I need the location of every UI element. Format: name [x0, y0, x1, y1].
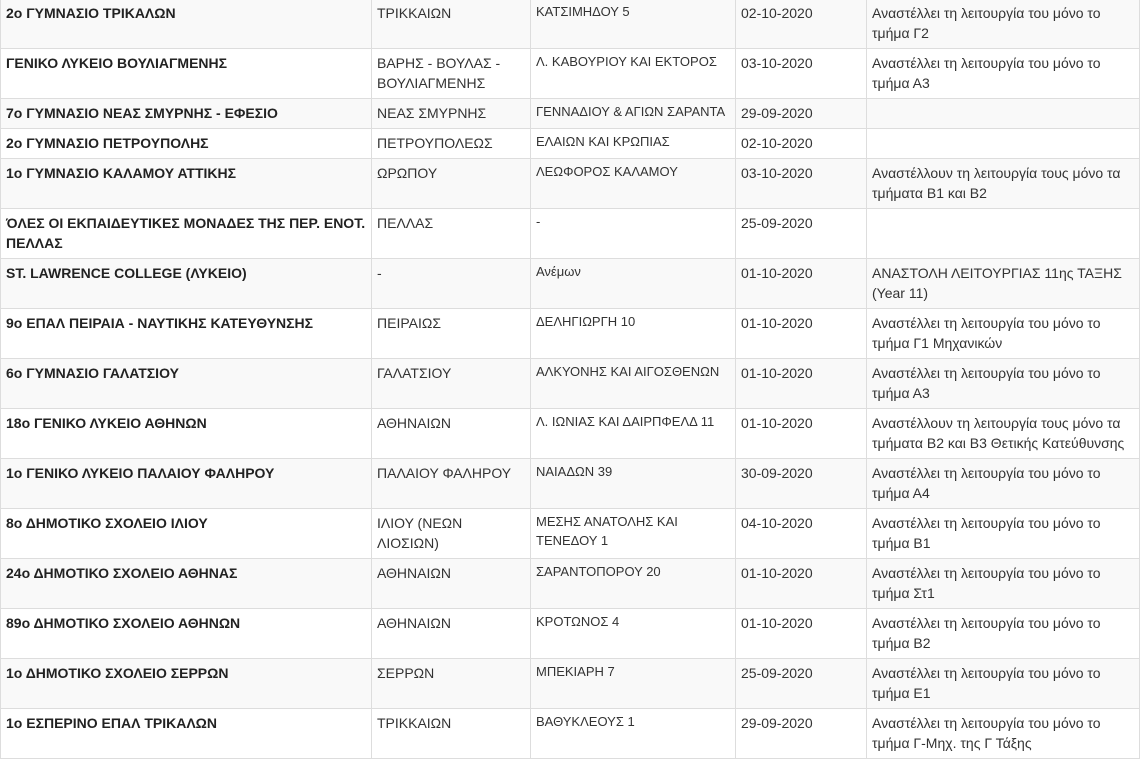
address-cell: Ανέμων: [531, 259, 736, 309]
date-cell: 04-10-2020: [736, 509, 867, 559]
date-cell: 03-10-2020: [736, 49, 867, 99]
table-row: [1, 609, 1140, 659]
note-cell: [867, 209, 1140, 259]
note-cell: Αναστέλλει τη λειτουργία του μόνο το τμήμα Στ1: [867, 559, 1140, 609]
table-row: [1, 509, 1140, 559]
table-row: [1, 309, 1140, 359]
school-name-cell: 1ο ΔΗΜΟΤΙΚΟ ΣΧΟΛΕΙΟ ΣΕΡΡΩΝ: [1, 659, 372, 709]
address-cell: -: [531, 209, 736, 259]
school-name-cell: 6ο ΓΥΜΝΑΣΙΟ ΓΑΛΑΤΣΙΟΥ: [1, 359, 372, 409]
municipality-cell: ΒΑΡΗΣ - ΒΟΥΛΑΣ - ΒΟΥΛΙΑΓΜΕΝΗΣ: [372, 49, 531, 99]
address-cell: ΣΑΡΑΝΤΟΠΟΡΟΥ 20: [531, 559, 736, 609]
municipality-cell: ΝΕΑΣ ΣΜΥΡΝΗΣ: [372, 99, 531, 129]
date-cell: 25-09-2020: [736, 659, 867, 709]
table-row: [1, 409, 1140, 459]
note-cell: Αναστέλλει τη λειτουργία του μόνο το τμήμα Ε1: [867, 659, 1140, 709]
school-name-cell: 1ο ΕΣΠΕΡΙΝΟ ΕΠΑΛ ΤΡΙΚΑΛΩΝ: [1, 709, 372, 759]
date-cell: 03-10-2020: [736, 159, 867, 209]
table-row: [1, 49, 1140, 99]
note-cell: [867, 129, 1140, 159]
date-cell: 29-09-2020: [736, 709, 867, 759]
note-cell: Αναστέλλει τη λειτουργία του μόνο το τμήμα Γ1 Μηχανικών: [867, 309, 1140, 359]
note-cell: Αναστέλλει τη λειτουργία του μόνο το τμήμα Γ-Μηχ. της Γ Τάξης: [867, 709, 1140, 759]
school-name-cell: 2ο ΓΥΜΝΑΣΙΟ ΠΕΤΡΟΥΠΟΛΗΣ: [1, 129, 372, 159]
table-row: [1, 0, 1140, 49]
municipality-cell: ΠΕΙΡΑΙΩΣ: [372, 309, 531, 359]
address-cell: ΜΕΣΗΣ ΑΝΑΤΟΛΗΣ ΚΑΙ ΤΕΝΕΔΟΥ 1: [531, 509, 736, 559]
note-cell: [867, 99, 1140, 129]
municipality-cell: ΩΡΩΠΟΥ: [372, 159, 531, 209]
table-row: [1, 559, 1140, 609]
table-row: [1, 709, 1140, 759]
note-cell: Αναστέλλει τη λειτουργία του μόνο το τμήμα Γ2: [867, 0, 1140, 49]
municipality-cell: ΤΡΙΚΚΑΙΩΝ: [372, 709, 531, 759]
school-name-cell: 18ο ΓΕΝΙΚΟ ΛΥΚΕΙΟ ΑΘΗΝΩΝ: [1, 409, 372, 459]
municipality-cell: ΠΕΤΡΟΥΠΟΛΕΩΣ: [372, 129, 531, 159]
school-name-cell: ΌΛΕΣ ΟΙ ΕΚΠΑΙΔΕΥΤΙΚΕΣ ΜΟΝΑΔΕΣ ΤΗΣ ΠΕΡ. ΕΝΟΤ. ΠΕΛΛΑΣ: [1, 209, 372, 259]
note-cell: ΑΝΑΣΤΟΛΗ ΛΕΙΤΟΥΡΓΙΑΣ 11ης ΤΑΞΗΣ (Year 11): [867, 259, 1140, 309]
note-cell: Αναστέλλουν τη λειτουργία τους μόνο τα τμήματα Β1 και Β2: [867, 159, 1140, 209]
address-cell: ΕΛΑΙΩΝ ΚΑΙ ΚΡΩΠΙΑΣ: [531, 129, 736, 159]
school-name-cell: ΓΕΝΙΚΟ ΛΥΚΕΙΟ ΒΟΥΛΙΑΓΜΕΝΗΣ: [1, 49, 372, 99]
date-cell: 01-10-2020: [736, 259, 867, 309]
date-cell: 01-10-2020: [736, 559, 867, 609]
date-cell: 01-10-2020: [736, 309, 867, 359]
school-name-cell: 89ο ΔΗΜΟΤΙΚΟ ΣΧΟΛΕΙΟ ΑΘΗΝΩΝ: [1, 609, 372, 659]
school-name-cell: 7ο ΓΥΜΝΑΣΙΟ ΝΕΑΣ ΣΜΥΡΝΗΣ - ΕΦΕΣΙΟ: [1, 99, 372, 129]
date-cell: 29-09-2020: [736, 99, 867, 129]
address-cell: ΜΠΕΚΙΑΡΗ 7: [531, 659, 736, 709]
municipality-cell: ΠΑΛΑΙΟΥ ΦΑΛΗΡΟΥ: [372, 459, 531, 509]
municipality-cell: ΑΘΗΝΑΙΩΝ: [372, 559, 531, 609]
address-cell: ΔΕΛΗΓΙΩΡΓΗ 10: [531, 309, 736, 359]
address-cell: ΒΑΘΥΚΛΕΟΥΣ 1: [531, 709, 736, 759]
address-cell: ΚΑΤΣΙΜΗΔΟΥ 5: [531, 0, 736, 49]
address-cell: ΑΛΚΥΟΝΗΣ ΚΑΙ ΑΙΓΟΣΘΕΝΩΝ: [531, 359, 736, 409]
school-name-cell: 2ο ΓΥΜΝΑΣΙΟ ΤΡΙΚΑΛΩΝ: [1, 0, 372, 49]
municipality-cell: ΣΕΡΡΩΝ: [372, 659, 531, 709]
table-row: [1, 209, 1140, 259]
municipality-cell: ΙΛΙΟΥ (ΝΕΩΝ ΛΙΟΣΙΩΝ): [372, 509, 531, 559]
note-cell: Αναστέλλει τη λειτουργία του μόνο το τμήμα Β2: [867, 609, 1140, 659]
table-row: [1, 99, 1140, 129]
table-body: [1, 0, 1140, 759]
school-name-cell: 1ο ΓΥΜΝΑΣΙΟ ΚΑΛΑΜΟΥ ΑΤΤΙΚΗΣ: [1, 159, 372, 209]
note-cell: Αναστέλλουν τη λειτουργία τους μόνο τα τμήματα Β2 και Β3 Θετικής Κατεύθυνσης: [867, 409, 1140, 459]
table-row: [1, 159, 1140, 209]
table-row: [1, 359, 1140, 409]
date-cell: 30-09-2020: [736, 459, 867, 509]
date-cell: 01-10-2020: [736, 409, 867, 459]
date-cell: 02-10-2020: [736, 129, 867, 159]
address-cell: ΓΕΝΝΑΔΙΟΥ & ΑΓΙΩΝ ΣΑΡΑΝΤΑ: [531, 99, 736, 129]
date-cell: 02-10-2020: [736, 0, 867, 49]
note-cell: Αναστέλλει τη λειτουργία του μόνο το τμήμα Α3: [867, 359, 1140, 409]
address-cell: ΚΡΟΤΩΝΟΣ 4: [531, 609, 736, 659]
school-name-cell: ST. LAWRENCE COLLEGE (ΛΥΚΕΙΟ): [1, 259, 372, 309]
school-name-cell: 9ο ΕΠΑΛ ΠΕΙΡΑΙΑ - ΝΑΥΤΙΚΗΣ ΚΑΤΕΥΘΥΝΣΗΣ: [1, 309, 372, 359]
date-cell: 01-10-2020: [736, 609, 867, 659]
municipality-cell: ΠΕΛΛΑΣ: [372, 209, 531, 259]
municipality-cell: -: [372, 259, 531, 309]
municipality-cell: ΑΘΗΝΑΙΩΝ: [372, 609, 531, 659]
table-row: [1, 659, 1140, 709]
school-name-cell: 24ο ΔΗΜΟΤΙΚΟ ΣΧΟΛΕΙΟ ΑΘΗΝΑΣ: [1, 559, 372, 609]
address-cell: ΛΕΩΦΟΡΟΣ ΚΑΛΑΜΟΥ: [531, 159, 736, 209]
date-cell: 01-10-2020: [736, 359, 867, 409]
municipality-cell: ΓΑΛΑΤΣΙΟΥ: [372, 359, 531, 409]
note-cell: Αναστέλλει τη λειτουργία του μόνο το τμήμα Α3: [867, 49, 1140, 99]
table-row: [1, 129, 1140, 159]
note-cell: Αναστέλλει τη λειτουργία του μόνο το τμήμα Β1: [867, 509, 1140, 559]
municipality-cell: ΑΘΗΝΑΙΩΝ: [372, 409, 531, 459]
address-cell: ΝΑΙΑΔΩΝ 39: [531, 459, 736, 509]
date-cell: 25-09-2020: [736, 209, 867, 259]
table-row: [1, 259, 1140, 309]
school-name-cell: 8ο ΔΗΜΟΤΙΚΟ ΣΧΟΛΕΙΟ ΙΛΙΟΥ: [1, 509, 372, 559]
table-row: [1, 459, 1140, 509]
address-cell: Λ. ΚΑΒΟΥΡΙΟΥ ΚΑΙ ΕΚΤΟΡΟΣ: [531, 49, 736, 99]
school-name-cell: 1ο ΓΕΝΙΚΟ ΛΥΚΕΙΟ ΠΑΛΑΙΟΥ ΦΑΛΗΡΟΥ: [1, 459, 372, 509]
address-cell: Λ. ΙΩΝΙΑΣ ΚΑΙ ΔΑΙΡΠΦΕΛΔ 11: [531, 409, 736, 459]
municipality-cell: ΤΡΙΚΚΑΙΩΝ: [372, 0, 531, 49]
note-cell: Αναστέλλει τη λειτουργία του μόνο το τμήμα Α4: [867, 459, 1140, 509]
